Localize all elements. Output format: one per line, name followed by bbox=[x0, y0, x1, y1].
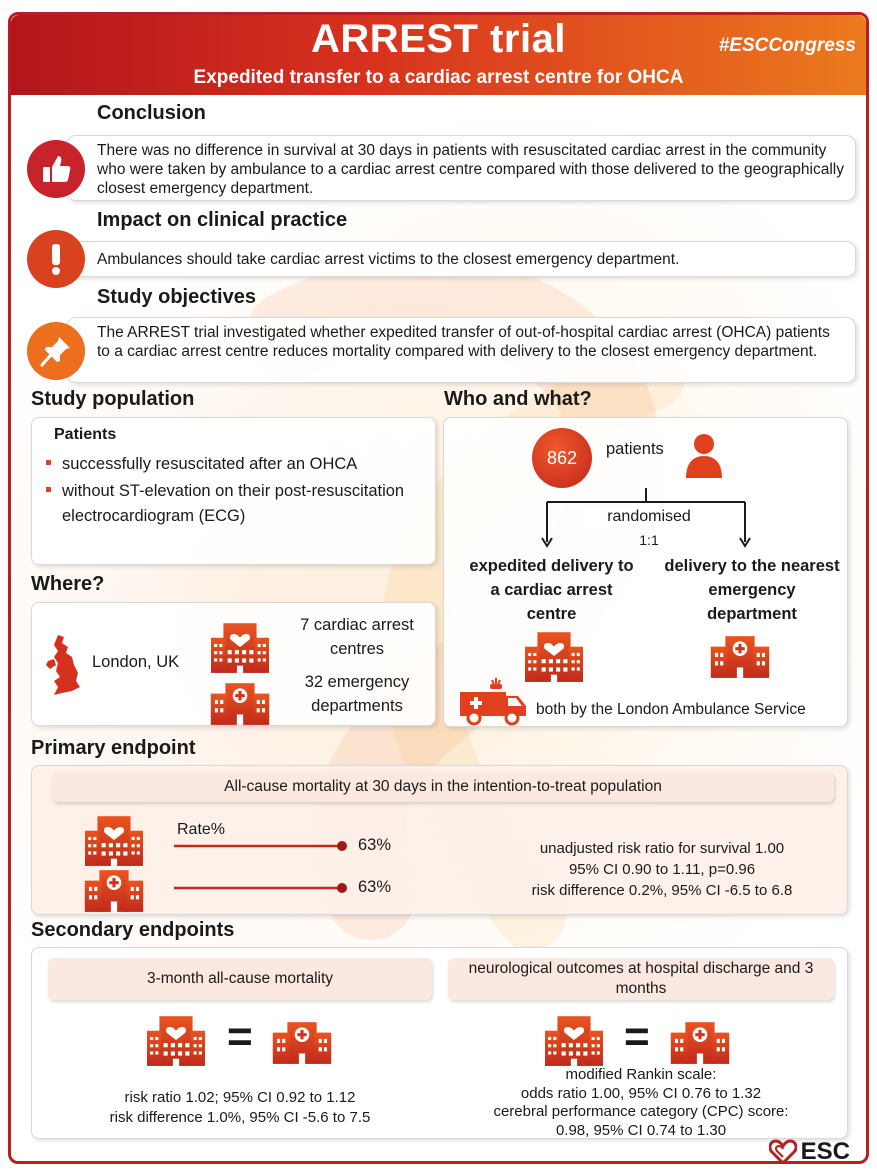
header-banner bbox=[11, 15, 866, 95]
heart-icon bbox=[769, 1139, 797, 1164]
secondary-left-stat: risk difference 1.0%, 95% CI -5.6 to 7.5 bbox=[109, 1109, 371, 1126]
secondary-left-label: 3-month all-cause mortality bbox=[48, 958, 432, 1000]
secondary-right-label: neurological outcomes at hospital discharge and 3 months bbox=[448, 958, 834, 1000]
emergency-dept-icon bbox=[708, 632, 772, 680]
page-subtitle: Expedited transfer to a cardiac arrest centre for OHCA bbox=[193, 67, 684, 88]
randomised-label: randomised bbox=[584, 508, 714, 526]
population-heading: Study population bbox=[31, 388, 195, 410]
secondary-left-stat: risk ratio 1.02; 95% CI 0.92 to 1.12 bbox=[124, 1089, 356, 1106]
rate-chart bbox=[172, 840, 352, 900]
who-box bbox=[443, 417, 848, 727]
pin-icon bbox=[27, 322, 85, 380]
page-title: ARREST trial bbox=[311, 17, 566, 61]
patient-count-badge: 862 bbox=[532, 428, 592, 488]
arm-left-label: expedited delivery to a cardiac arrest centre bbox=[469, 557, 634, 623]
cardiac-centre-icon bbox=[208, 617, 272, 675]
esc-logo-text: ESC bbox=[800, 1138, 850, 1164]
objectives-box bbox=[66, 317, 856, 383]
where-box bbox=[31, 602, 436, 726]
arm-right-label: delivery to the nearest emergency department bbox=[664, 557, 840, 623]
rate-value-label: 63% bbox=[358, 878, 392, 896]
secondary-heading: Secondary endpoints bbox=[31, 919, 235, 941]
primary-endpoint-label: All-cause mortality at 30 days in the intention-to-treat population bbox=[52, 772, 834, 802]
secondary-right-stat: modified Rankin scale: bbox=[565, 1066, 717, 1083]
hashtag-link[interactable]: #ESCCongress bbox=[718, 35, 856, 56]
ambulance-text: both by the London Ambulance Service bbox=[536, 701, 806, 718]
cardiac-centre-icon bbox=[82, 810, 146, 868]
cardiac-centre-icon bbox=[542, 1010, 606, 1068]
conclusion-text: There was no difference in survival at 30 days in patients with resuscitated cardiac arrest in the community who were taken by ambulance to a cardiac arrest centre compared with those delivered to the geographically closest emergency department. bbox=[97, 142, 844, 197]
where-heading: Where? bbox=[31, 573, 105, 595]
impact-heading: Impact on clinical practice bbox=[97, 209, 348, 231]
population-box bbox=[31, 417, 436, 565]
centres-text: 7 cardiac arrest centres bbox=[300, 616, 414, 658]
secondary-right-stat: cerebral performance category (CPC) score: bbox=[493, 1103, 789, 1120]
location-text: London, UK bbox=[92, 653, 180, 671]
primary-box bbox=[31, 765, 848, 915]
patients-label: patients bbox=[606, 440, 664, 458]
primary-stat-line: risk difference 0.2%, 95% CI -6.5 to 6.8 bbox=[531, 882, 793, 899]
cardiac-centre-icon bbox=[144, 1010, 208, 1068]
ratio-label: 1:1 bbox=[639, 532, 659, 548]
infographic-frame bbox=[8, 12, 869, 1164]
ambulance-icon bbox=[456, 678, 530, 726]
population-bullet: without ST-elevation on their post-resuscitation electrocardiogram (ECG) bbox=[44, 479, 429, 529]
uk-map-icon bbox=[44, 633, 82, 697]
impact-box bbox=[66, 241, 856, 277]
rate-value-label: 63% bbox=[358, 836, 392, 854]
emergency-dept-icon bbox=[668, 1018, 732, 1066]
equals-sign: = bbox=[624, 1012, 650, 1061]
primary-stat-line: 95% CI 0.90 to 1.11, p=0.96 bbox=[568, 861, 756, 878]
objectives-heading: Study objectives bbox=[97, 286, 256, 308]
impact-text: Ambulances should take cardiac arrest victims to the closest emergency department. bbox=[97, 251, 680, 268]
secondary-right-stat: odds ratio 1.00, 95% CI 0.76 to 1.32 bbox=[520, 1084, 762, 1102]
secondary-box bbox=[31, 947, 848, 1139]
population-bullet: successfully resuscitated after an OHCA bbox=[44, 452, 429, 477]
exclamation-icon bbox=[27, 230, 85, 288]
departments-text: 32 emergency departments bbox=[304, 673, 410, 715]
rate-bar-dot bbox=[337, 883, 347, 893]
person-icon bbox=[684, 432, 724, 478]
secondary-right-stat: 0.98, 95% CI 0.74 to 1.30 bbox=[555, 1121, 727, 1139]
cardiac-centre-icon bbox=[522, 626, 586, 684]
emergency-dept-icon bbox=[82, 866, 146, 914]
who-heading: Who and what? bbox=[444, 388, 592, 410]
conclusion-heading: Conclusion bbox=[97, 102, 206, 124]
equals-sign: = bbox=[227, 1012, 253, 1061]
primary-stat-line: unadjusted risk ratio for survival 1.00 bbox=[539, 840, 785, 857]
rate-bar-dot bbox=[337, 841, 347, 851]
objectives-text: The ARREST trial investigated whether expedited transfer of out-of-hospital cardiac arrest (OHCA) patients to a cardiac arrest centre reduces mortality compared with delivery to the closest emergency department. bbox=[97, 324, 830, 360]
emergency-dept-icon bbox=[208, 679, 272, 727]
primary-heading: Primary endpoint bbox=[31, 737, 196, 759]
thumbs-up-icon bbox=[27, 140, 85, 198]
rate-axis-label: Rate% bbox=[177, 821, 226, 838]
emergency-dept-icon bbox=[270, 1018, 334, 1066]
conclusion-box bbox=[66, 135, 856, 201]
patients-subheading: Patients bbox=[54, 426, 117, 443]
esc-logo bbox=[769, 1138, 850, 1164]
